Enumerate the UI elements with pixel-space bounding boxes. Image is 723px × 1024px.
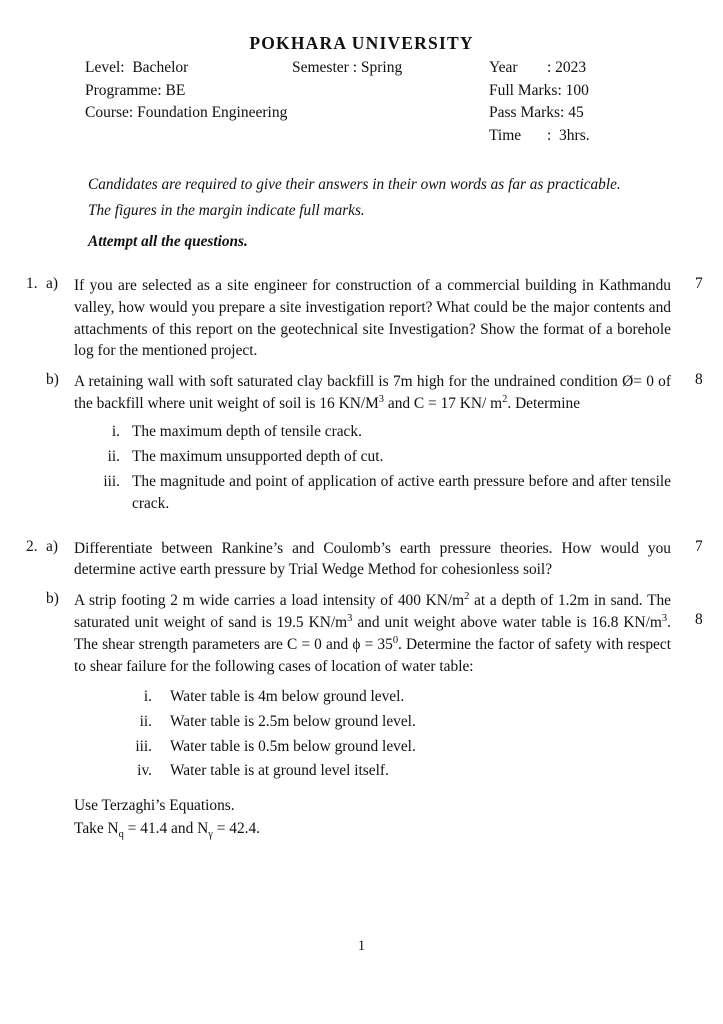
roman-text: Water table is 2.5m below ground level. <box>170 712 416 730</box>
metadata-spacer-4b <box>292 125 489 148</box>
instruction-line-3: Attempt all the questions. <box>88 233 248 251</box>
question-2b-part-4: . The shear strength parameters are C = 0 and ϕ = 35 <box>74 614 671 654</box>
course-label: Course: <box>85 104 134 122</box>
question-1a-body <box>74 275 683 363</box>
roman-text: The magnitude and point of application of active earth pressure before and after tensile crack. <box>132 472 671 512</box>
question-2a-marks: 7 <box>695 537 703 555</box>
year-field <box>489 57 703 80</box>
full-marks-label: Full Marks: <box>489 81 562 99</box>
tail2-sub-gamma: γ <box>208 829 213 841</box>
question-2b-part-2: at a depth of 1.2m in sand. The saturated unit weight of sand is 19.5 KN/m <box>74 592 672 632</box>
question-1b <box>0 371 723 517</box>
programme-value: BE <box>165 81 186 99</box>
list-item <box>74 471 671 515</box>
question-1b-body <box>74 371 683 517</box>
question-2a-text: Differentiate between Rankine’s and Coulomb’s earth pressure theories. How would you determine active earth pressure by Trial Wedge Method for cohesionless soil? <box>74 539 671 579</box>
roman-marker: ii. <box>139 712 152 730</box>
question-2b <box>0 590 723 840</box>
pass-marks-field <box>489 102 703 125</box>
question-2b-tail-line-2 <box>74 817 671 840</box>
roman-text: The maximum unsupported depth of cut. <box>132 447 384 465</box>
time-label: Time <box>489 127 522 144</box>
question-2a-body <box>74 538 683 582</box>
year-value: : 2023 <box>547 59 587 77</box>
question-1b-marks: 8 <box>695 371 703 389</box>
level-field <box>85 57 292 80</box>
question-2b-part-3: and unit weight above water table is 16.8 KN/m <box>352 614 662 632</box>
page-number: 1 <box>357 938 366 954</box>
level-label: Level: <box>85 59 125 77</box>
roman-text: Water table is at ground level itself. <box>170 762 389 780</box>
metadata-row-3 <box>85 102 703 125</box>
year-label: Year <box>489 59 518 77</box>
questions-container <box>0 275 723 841</box>
metadata-row-4 <box>85 125 703 148</box>
full-marks-field <box>489 80 703 103</box>
question-2b-letter: b) <box>46 590 59 608</box>
metadata-spacer-4a <box>85 125 292 148</box>
question-2-number: 2. <box>26 537 38 555</box>
question-1b-text <box>74 371 671 415</box>
question-1b-text-post: . Determine <box>507 395 581 413</box>
full-marks-value: 100 <box>565 81 589 99</box>
question-2b-sup-1: 2 <box>464 591 470 603</box>
pass-marks-value: 45 <box>568 104 584 122</box>
roman-marker: ii. <box>107 447 120 465</box>
metadata-spacer-3 <box>292 102 489 125</box>
roman-text: The maximum depth of tensile crack. <box>132 423 362 441</box>
question-2b-subitem-list <box>120 686 671 783</box>
list-item <box>74 446 671 468</box>
roman-text: Water table is 4m below ground level. <box>170 687 405 705</box>
question-1a-text: If you are selected as a site engineer for construction of a commercial building in Kathmandu valley, how would you prepare a site investigation report? What could be the major contents and attachments of this report on the geotechnical site Investigation? Show the format of a borehole log for the mentioned project. <box>74 276 671 360</box>
spacer <box>0 362 723 371</box>
question-1b-sup-2: 2 <box>502 394 508 406</box>
course-value: Foundation Engineering <box>137 104 288 122</box>
roman-marker: iv. <box>137 762 152 780</box>
instruction-line-2: The figures in the margin indicate full marks. <box>88 202 365 220</box>
list-item <box>120 736 671 758</box>
time-value: : 3hrs. <box>547 127 590 144</box>
question-2b-part-5: . Determine the factor of safety with respect to shear failure for the following cases of location of water table: <box>74 636 671 675</box>
semester-label: Semester <box>292 59 349 77</box>
question-1b-subitem-list <box>74 421 671 515</box>
question-1b-text-pre: A retaining wall with soft saturated clay backfill is 7m high for the undrained condition Ø= 0 of the backfill where unit weight of soil is 16 KN/M <box>74 373 671 413</box>
programme-label: Programme: <box>85 81 162 99</box>
question-2b-tail-block <box>74 794 671 840</box>
pass-marks-label: Pass Marks: <box>489 104 565 122</box>
instructions-block <box>0 174 723 253</box>
question-1b-text-mid: and C = 17 KN/ m <box>384 395 503 413</box>
course-field <box>85 102 292 125</box>
list-item <box>120 686 671 708</box>
university-title: POKHARA UNIVERSITY <box>249 33 474 53</box>
tail2-post: = 42.4. <box>212 820 261 838</box>
question-1-number: 1. <box>26 274 38 292</box>
question-2b-sup-2: 3 <box>347 613 353 625</box>
tail2-mid: = 41.4 and N <box>123 820 209 838</box>
instruction-line-1: Candidates are required to give their answers in their own words as far as practicable. <box>88 175 621 193</box>
time-field <box>489 125 703 148</box>
metadata-row-1 <box>85 57 703 80</box>
question-2b-part-1: A strip footing 2 m wide carries a load intensity of 400 KN/m <box>74 592 465 610</box>
roman-marker: i. <box>143 687 152 705</box>
question-2a-letter: a) <box>46 537 58 555</box>
roman-marker: i. <box>111 423 120 441</box>
list-item <box>74 421 671 443</box>
question-1b-letter: b) <box>46 371 59 389</box>
roman-marker: iii. <box>103 472 120 490</box>
programme-field <box>85 80 292 103</box>
question-2b-tail-line-1: Use Terzaghi’s Equations. <box>74 797 235 815</box>
semester-field <box>292 57 489 80</box>
tail2-sub-q: q <box>118 829 124 841</box>
question-2a <box>0 538 723 582</box>
question-2b-marks: 8 <box>695 611 703 629</box>
spacer <box>0 581 723 590</box>
exam-metadata-block <box>0 57 723 148</box>
level-value: Bachelor <box>132 59 189 77</box>
tail2-pre: Take N <box>74 820 119 838</box>
question-2b-body <box>74 590 683 840</box>
metadata-row-2 <box>85 80 703 103</box>
question-1a-marks: 7 <box>695 274 703 292</box>
list-item <box>120 711 671 733</box>
question-2b-text <box>74 590 671 678</box>
roman-text: Water table is 0.5m below ground level. <box>170 737 416 755</box>
question-1b-sup-1: 3 <box>378 394 385 406</box>
roman-marker: iii. <box>135 737 152 755</box>
list-item <box>120 760 671 782</box>
semester-value: : Spring <box>352 59 403 77</box>
spacer <box>0 518 723 538</box>
question-2b-sup-3: 3 <box>661 613 668 625</box>
metadata-spacer-2 <box>292 80 489 103</box>
question-2b-sup-4: 0 <box>392 634 399 646</box>
question-1a-letter: a) <box>46 274 58 292</box>
question-1a <box>0 275 723 363</box>
